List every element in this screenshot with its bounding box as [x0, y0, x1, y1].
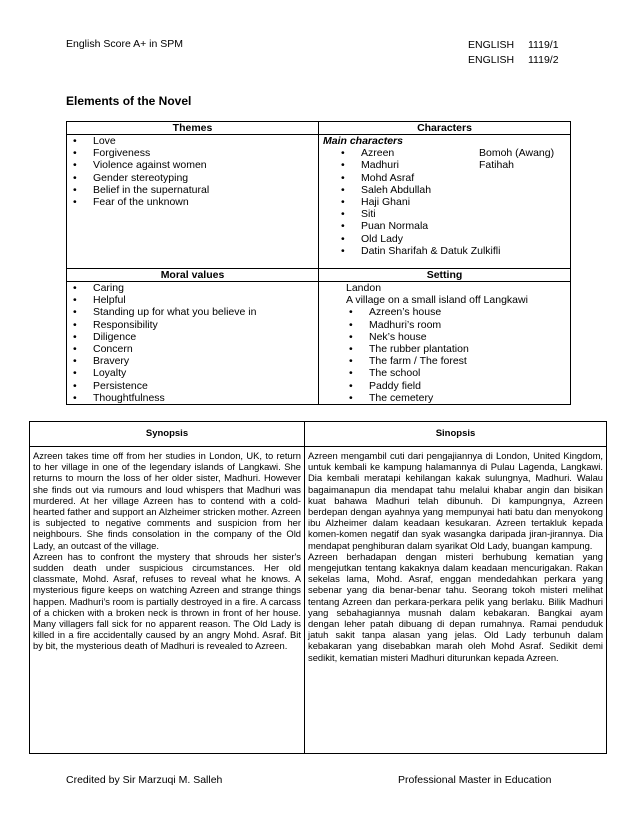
list-item: • Violence against women: [67, 159, 318, 171]
synopsis-table: [29, 421, 607, 754]
list-item: • Standing up for what you believe in: [67, 306, 318, 318]
sinopsis-paragraph: Azreen berhadapan dengan misteri berhubung kematian yang mengejutkan tentang kakaknya dalam keadaan mencurigakan. Rakan sekelas lama, Mohd. Asraf, enggan mendedahkan perkara yang sebenar yang dia benar-benar tahu. Seorang tokoh misteri melihat tentang Azreen dan perkara-perkara pelik yang berlaku. Bilik Madhuri yang sebahagiannya musnah dalam kebakaran. Bangkai ayam dengan leher patah dibuang di depan rumahnya. Ramai penduduk jatuh sakit tanpa alasan yang jelas. Old Lady terbunuh dalam kebakaran yang disebabkan marah oleh Mohd Asraf. Sedikit demi sedikit, kematian misteri Madhuri diturunkan kepada Azreen.: [308, 550, 603, 663]
list-item: • Caring: [67, 282, 318, 294]
list-item: [319, 147, 570, 159]
synopsis-paragraph: Azreen has to confront the mystery that shrouds her sister's sudden death under suspicious circumstances. Her old classmate, Mohd. Asraf, refuses to reveal what he knows. A mysterious figure keeps on watching Azreen and strange things happen. Madhuri’s room is partially destroyed in a fire. A carcass of a chicken with a broken neck is thrown in front of her house. Many villagers fall sick for no apparent reason. The Old Lady is killed in a fire accidentally caused by an angry Mohd. Asraf. Bit by bit, the mysterious death of Madhuri is revealed to Azreen.: [33, 550, 301, 652]
sinopsis-header: Sinopsis: [305, 422, 607, 447]
header-codes: [468, 38, 559, 68]
header-subject: ENGLISH: [468, 54, 515, 66]
character-name: Azreen: [361, 147, 395, 160]
list-item: • Persistence: [67, 380, 318, 392]
list-item: • Diligence: [67, 331, 318, 343]
list-item: • Datin Sharifah & Datuk Zulkifli: [319, 245, 570, 257]
header-code-row: [468, 53, 559, 68]
themes-list: [67, 135, 318, 208]
character-pair: Fatihah: [479, 159, 515, 172]
list-item: • Mohd Asraf: [319, 172, 570, 184]
character-name: Madhuri: [361, 159, 399, 172]
setting-header: Setting: [319, 269, 571, 282]
list-item: [319, 159, 570, 171]
header-left: English Score A+ in SPM: [66, 38, 184, 50]
characters-header: Characters: [319, 122, 571, 135]
list-item: • Puan Normala: [319, 220, 570, 232]
list-item: • Siti: [319, 208, 570, 220]
header-code-row: [468, 38, 559, 53]
footer-credit: Credited by Sir Marzuqi M. Salleh: [66, 774, 223, 786]
header-code: 1119/1: [528, 39, 559, 51]
setting-line: Landon: [346, 282, 382, 294]
list-item: • Loyalty: [67, 367, 318, 379]
list-item: • Haji Ghani: [319, 196, 570, 208]
list-item: • Thoughtfulness: [67, 392, 318, 404]
character-pair: Bomoh (Awang): [479, 147, 555, 160]
main-characters-label: Main characters: [323, 135, 403, 147]
list-item: • Paddy field: [319, 380, 570, 392]
list-item: • Love: [67, 135, 318, 147]
header-subject: ENGLISH: [468, 39, 515, 51]
elements-table: [66, 121, 571, 405]
list-item: • Concern: [67, 343, 318, 355]
sinopsis-paragraph: Azreen mengambil cuti dari pengajiannya di London, United Kingdom, untuk kembali ke kampung halamannya di Pulau Lagenda, Langkawi. Dia kembali meratapi kehilangan kakak sulungnya, Madhuri. Walau bagaimanapun dia mendapat tahu melalui khabar angin dan bisikan kuat bahawa Madhuri telah dibunuh. Di kampungnya, Azreen berdepan dengan ayahnya yang mempunyai hati batu dan menyokong ibu Alzheimer dalam keadaan kesukaran. Azreen tertakluk kepada komen-komen negatif dan syak wasangka daripada jiran-jirannya. Dia mendapat penghiburan dalam syarikat Old Lady, buangan kampung.: [308, 450, 603, 551]
list-item: • The farm / The forest: [319, 355, 570, 367]
list-item: • Madhuri’s room: [319, 319, 570, 331]
list-item: • The school: [319, 367, 570, 379]
page-title: Elements of the Novel: [66, 94, 192, 108]
list-item: • Helpful: [67, 294, 318, 306]
synopsis-header: Synopsis: [30, 422, 305, 447]
list-item: • The rubber plantation: [319, 343, 570, 355]
characters-list: [319, 147, 570, 257]
synopsis-paragraph: Azreen takes time off from her studies in London, UK, to return to her village in one of the legendary islands of Langkawi. She returns to mourn the loss of her older sister, Madhuri. However she finds out via rumours and loud whispers that Madhuri was murdered. At her village Azreen has to contend with a cold-hearted father and support an Alzheimer stricken mother. Azreen is subjected to negative comments and suspicion from her neighbours. She finds consolation in the company of the Old Lady, an outcast of the village.: [33, 450, 301, 551]
list-item: • Old Lady: [319, 233, 570, 245]
list-item: • Fear of the unknown: [67, 196, 318, 208]
moral-values-list: [67, 282, 318, 404]
setting-list: [319, 306, 570, 404]
list-item: • Saleh Abdullah: [319, 184, 570, 196]
list-item: • Bravery: [67, 355, 318, 367]
list-item: • Azreen’s house: [319, 306, 570, 318]
list-item: • Gender stereotyping: [67, 172, 318, 184]
list-item: • Forgiveness: [67, 147, 318, 159]
header-code: 1119/2: [528, 54, 559, 66]
list-item: • Belief in the supernatural: [67, 184, 318, 196]
themes-header: Themes: [67, 122, 319, 135]
footer-title: Professional Master in Education: [398, 774, 552, 786]
setting-line: A village on a small island off Langkawi: [346, 294, 528, 307]
list-item: • Nek’s house: [319, 331, 570, 343]
moral-values-header: Moral values: [67, 269, 319, 282]
list-item: • The cemetery: [319, 392, 570, 404]
list-item: • Responsibility: [67, 319, 318, 331]
setting-lines: [319, 282, 570, 306]
